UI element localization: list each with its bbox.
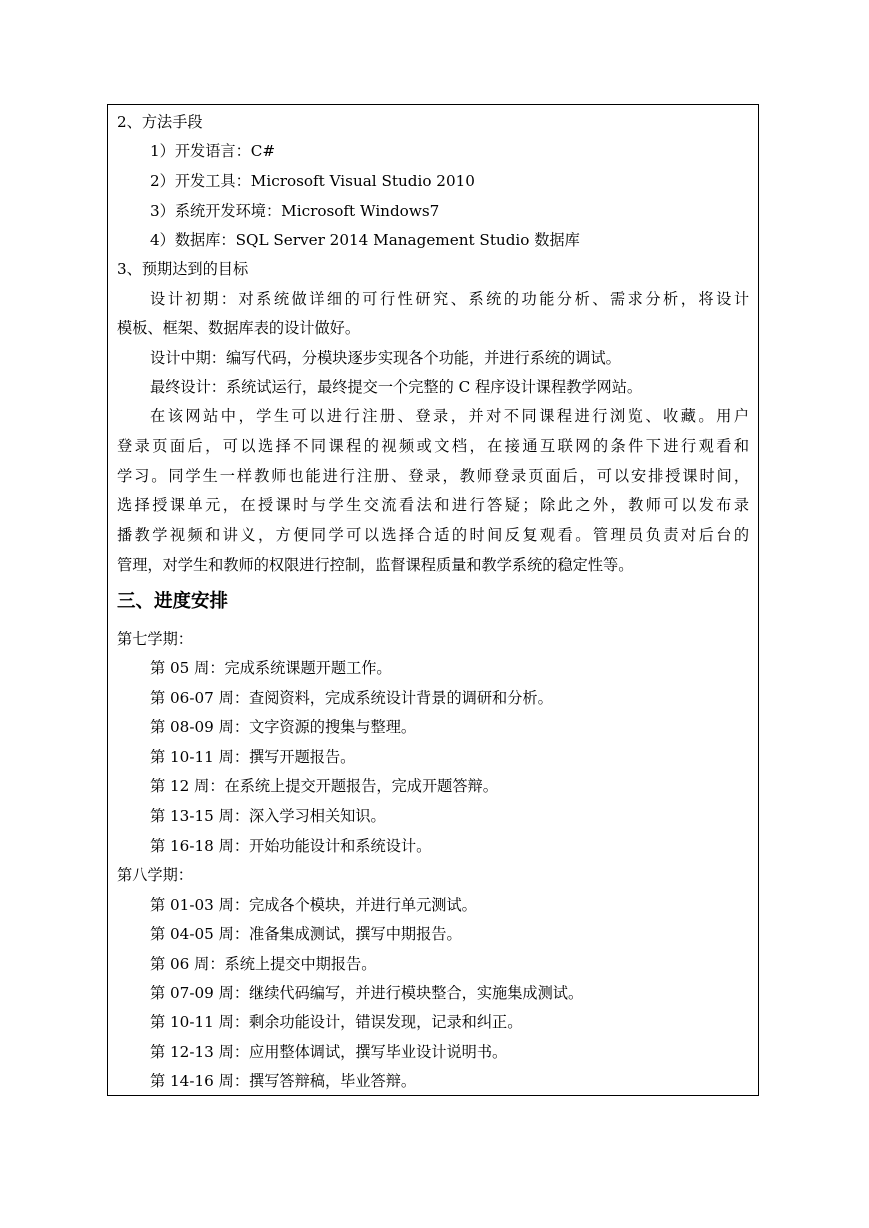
goals-paragraph: 最终设计：系统试运行，最终提交一个完整的 C 程序设计课程教学网站。 [150, 378, 643, 396]
goals-paragraph: 设计中期：编写代码，分模块逐步实现各个功能，并进行系统的调试。 [150, 349, 621, 367]
schedule-item: 第 10-11 周：撰写开题报告。 [150, 748, 356, 766]
schedule-item: 第 04-05 周：准备集成测试，撰写中期报告。 [150, 925, 462, 943]
schedule-item: 第 12 周：在系统上提交开题报告，完成开题答辩。 [150, 777, 498, 795]
goals-paragraph-line: 设计初期：对系统做详细的可行性研究、系统的功能分析、需求分析，将设计 [150, 290, 749, 308]
schedule-item: 第 13-15 周：深入学习相关知识。 [150, 807, 386, 825]
goals-paragraph-line: 选择授课单元，在授课时与学生交流看法和进行答疑；除此之外，教师可以发布录 [117, 496, 749, 514]
schedule-item: 第 07-09 周：继续代码编写，并进行模块整合，实施集成测试。 [150, 984, 584, 1002]
goals-paragraph-line: 管理，对学生和教师的权限进行控制，监督课程质量和教学系统的稳定性等。 [117, 556, 634, 574]
schedule-item: 第 14-16 周：撰写答辩稿，毕业答辩。 [150, 1072, 417, 1090]
report-table-cell [107, 104, 759, 1096]
methods-item: 1）开发语言：C# [150, 142, 276, 160]
methods-item: 3）系统开发环境：Microsoft Windows7 [150, 202, 440, 220]
goals-paragraph-line: 登录页面后，可以选择不同课程的视频或文档，在接通互联网的条件下进行观看和 [117, 437, 749, 455]
schedule-item: 第 01-03 周：完成各个模块，并进行单元测试。 [150, 896, 477, 914]
schedule-item: 第 05 周：完成系统课题开题工作。 [150, 659, 392, 677]
schedule-item: 第 08-09 周：文字资源的搜集与整理。 [150, 718, 417, 736]
goals-paragraph-line: 在该网站中，学生可以进行注册、登录，并对不同课程进行浏览、收藏。用户 [150, 407, 749, 425]
goals-paragraph-line: 学习。同学生一样教师也能进行注册、登录，教师登录页面后，可以安排授课时间， [117, 467, 749, 485]
schedule-item: 第 12-13 周：应用整体调试，撰写毕业设计说明书。 [150, 1043, 508, 1061]
term8-label: 第八学期： [117, 866, 193, 884]
term7-label: 第七学期： [117, 630, 193, 648]
goals-paragraph-line: 播教学视频和讲义，方便同学可以选择合适的时间反复观看。管理员负责对后台的 [117, 526, 749, 544]
methods-item: 4）数据库：SQL Server 2014 Management Studio 数据库 [150, 231, 580, 249]
goals-paragraph-line: 模板、框架、数据库表的设计做好。 [117, 319, 360, 337]
schedule-item: 第 06-07 周：查阅资料，完成系统设计背景的调研和分析。 [150, 689, 553, 707]
schedule-item: 第 06 周：系统上提交中期报告。 [150, 955, 377, 973]
schedule-item: 第 16-18 周：开始功能设计和系统设计。 [150, 837, 432, 855]
goals-heading: 3、预期达到的目标 [117, 260, 249, 278]
methods-item: 2）开发工具：Microsoft Visual Studio 2010 [150, 172, 475, 190]
methods-heading: 2、方法手段 [117, 113, 203, 131]
schedule-heading: 三、进度安排 [117, 591, 229, 612]
schedule-item: 第 10-11 周：剩余功能设计，错误发现，记录和纠正。 [150, 1013, 523, 1031]
